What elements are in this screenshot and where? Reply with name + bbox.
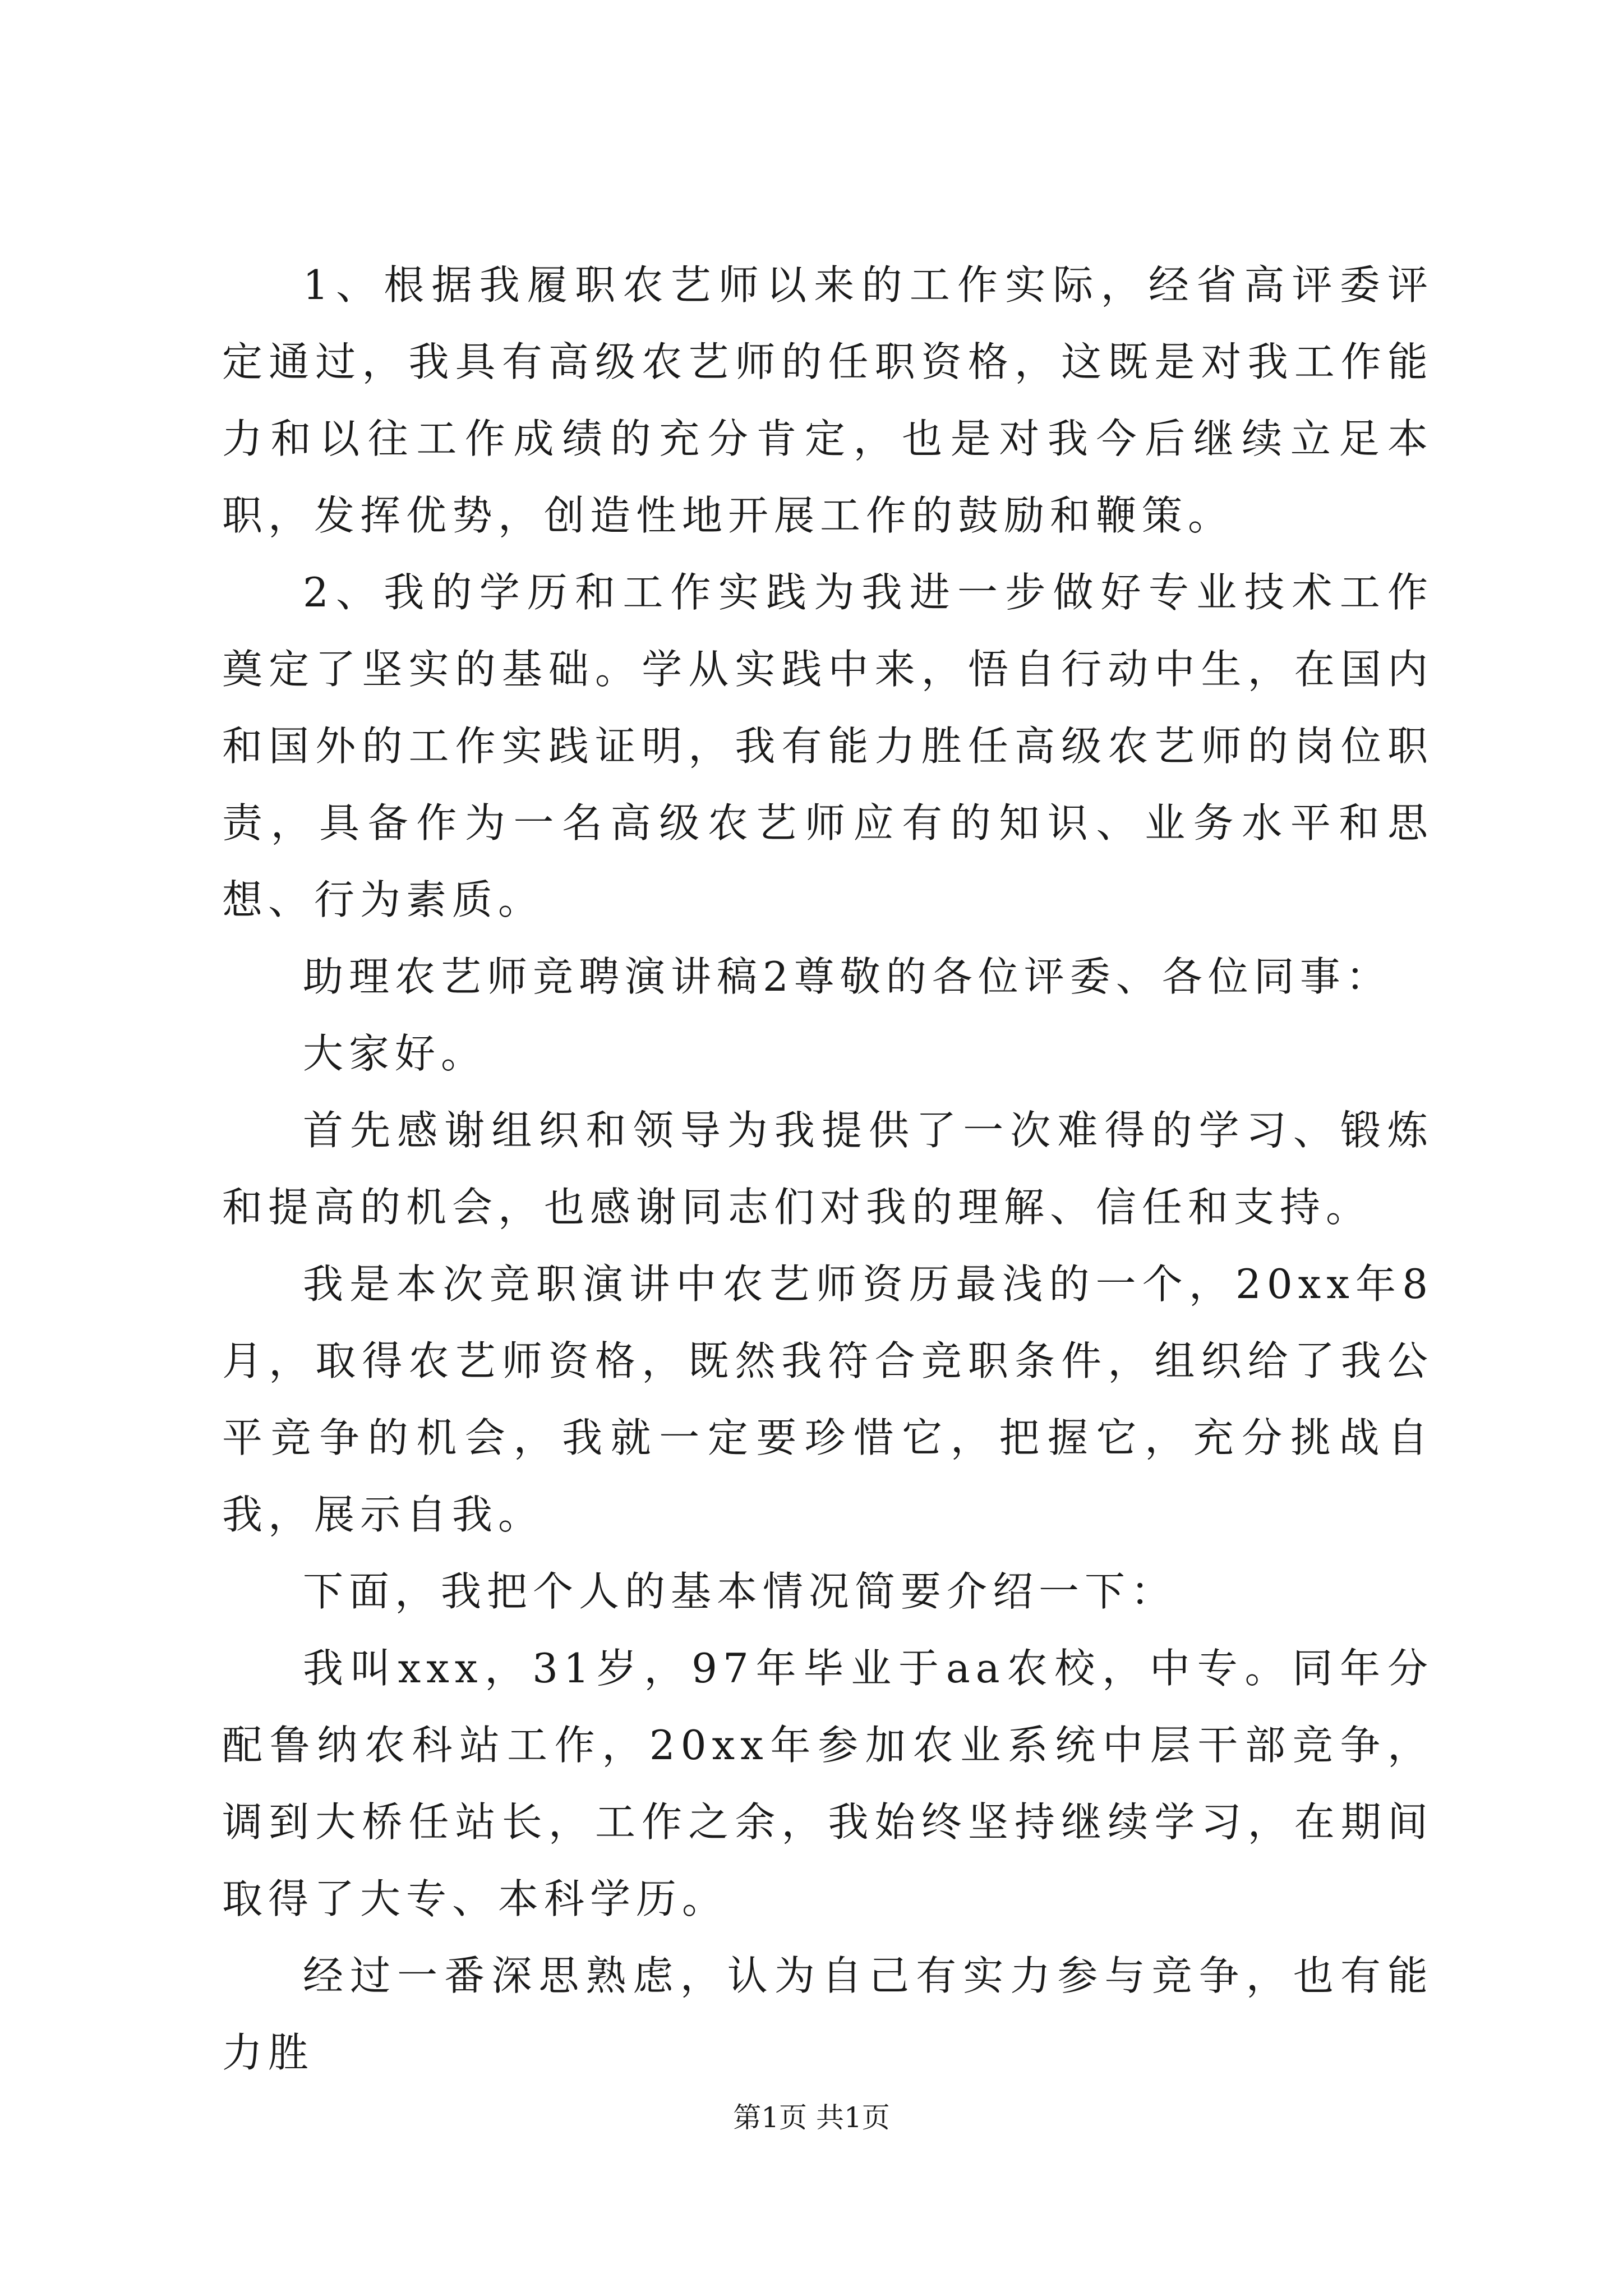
paragraph-5: 首先感谢组织和领导为我提供了一次难得的学习、锻炼和提高的机会，也感谢同志们对我的理解、信任和支持。: [222, 1107, 1433, 1231]
paragraph-8: 我叫xxx，31岁，97年毕业于aa农校，中专。同年分配鲁纳农科站工作，20xx年参加农业系统中层干部竞争，调到大桥任站长，工作之余，我始终坚持继续学习，在期间取得了大专、本科学历。: [222, 1645, 1433, 1922]
document-body: [222, 247, 1433, 2091]
paragraph-4: 大家好。: [303, 1030, 487, 1077]
paragraph-2: 2、我的学历和工作实践为我进一步做好专业技术工作奠定了坚实的基础。学从实践中来，悟自行动中生，在国内和国外的工作实践证明，我有能力胜任高级农艺师的岗位职责，具备作为一名高级农艺师应有的知识、业务水平和思想、行为素质。: [222, 569, 1433, 923]
paragraph-6: 我是本次竞职演讲中农艺师资历最浅的一个，20xx年8月，取得农艺师资格，既然我符合竞职条件，组织给了我公平竞争的机会，我就一定要珍惜它，把握它，充分挑战自我，展示自我。: [222, 1260, 1433, 1538]
paragraph-1: 1、根据我履职农艺师以来的工作实际，经省高评委评定通过，我具有高级农艺师的任职资格，这既是对我工作能力和以往工作成绩的充分肯定，也是对我今后继续立足本职，发挥优势，创造性地开展工作的鼓励和鞭策。: [222, 261, 1433, 539]
paragraph-3: 助理农艺师竞聘演讲稿2尊敬的各位评委、各位同事：: [303, 953, 1392, 1000]
page-footer: 第1页 共1页: [733, 2101, 890, 2134]
paragraph-7: 下面，我把个人的基本情况简要介绍一下：: [303, 1568, 1177, 1615]
paragraph-9: 经过一番深思熟虑，认为自己有实力参与竞争，也有能力胜: [222, 1952, 1433, 2076]
